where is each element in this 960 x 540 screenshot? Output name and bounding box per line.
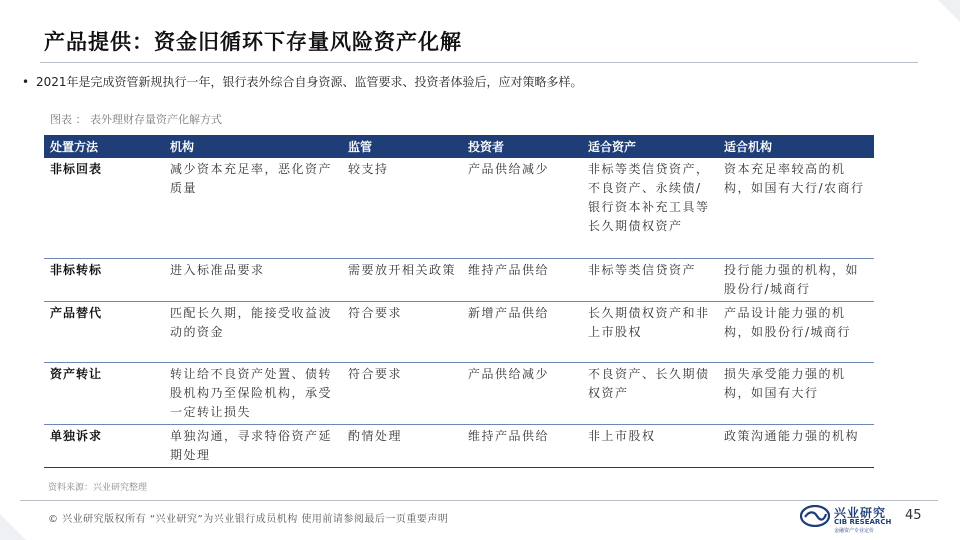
logo-cn-text: 兴业研究 — [834, 506, 887, 520]
footer-divider — [20, 500, 938, 501]
table-cell: 产品替代 — [44, 302, 164, 363]
table-cell: 匹配长久期，能接受收益波动的资金 — [164, 302, 342, 363]
page-title: 产品提供：资金旧循环下存量风险资产化解 — [44, 30, 462, 54]
table-cell: 较支持 — [342, 158, 462, 259]
table-cell: 非标回表 — [44, 158, 164, 259]
table-cell: 非标等类信贷资产 — [582, 259, 718, 302]
bullet-dot-icon: • — [22, 75, 30, 89]
table-row — [44, 158, 874, 259]
source-note: 资料来源：兴业研究整理 — [48, 483, 148, 493]
cib-logo-icon — [800, 505, 830, 527]
table-cell: 维持产品供给 — [462, 425, 582, 468]
table-row — [44, 425, 874, 468]
table-cell: 损失承受能力强的机构，如国有大行 — [718, 363, 874, 425]
table-cell: 不良资产、长久期债权资产 — [582, 363, 718, 425]
table-row — [44, 259, 874, 302]
table-cell: 投行能力强的机构，如股份行/城商行 — [718, 259, 874, 302]
table-cell: 资产转让 — [44, 363, 164, 425]
header-cell: 处置方法 — [44, 135, 164, 158]
logo-en-text: CIB RESEARCH — [834, 518, 892, 526]
bullet-point — [22, 73, 583, 90]
table-cell: 新增产品供给 — [462, 302, 582, 363]
table-cell: 产品设计能力强的机构，如股份行/城商行 — [718, 302, 874, 363]
header-cell: 适合机构 — [718, 135, 874, 158]
table-cell: 减少资本充足率，恶化资产质量 — [164, 158, 342, 259]
header-cell: 机构 — [164, 135, 342, 158]
footer-disclaimer: © 兴业研究版权所有 “兴业研究”为兴业银行成员机构 使用前请参阅最后一页重要声明 — [48, 514, 449, 525]
page-number: 45 — [905, 508, 922, 523]
table-cell: 单独诉求 — [44, 425, 164, 468]
table-cell: 进入标准品要求 — [164, 259, 342, 302]
table-cell: 转让给不良资产处置、债转股机构乃至保险机构，承受一定转让损失 — [164, 363, 342, 425]
table-cell: 符合要求 — [342, 363, 462, 425]
header-cell: 投资者 — [462, 135, 582, 158]
table-caption: 图表 ： 表外理财存量资产化解方式 — [50, 113, 222, 126]
corner-decoration-top-right — [938, 0, 960, 22]
header-cell: 适合资产 — [582, 135, 718, 158]
table-cell: 单独沟通，寻求特俗资产延期处理 — [164, 425, 342, 468]
table-cell: 资本充足率较高的机构，如国有大行/农商行 — [718, 158, 874, 259]
disposal-methods-table — [44, 135, 874, 468]
logo-sub-text: 金融资产专业定价 — [834, 528, 875, 534]
table-cell: 产品供给减少 — [462, 158, 582, 259]
table-cell: 需要放开相关政策 — [342, 259, 462, 302]
table-row — [44, 363, 874, 425]
table-header-row — [44, 135, 874, 158]
header-cell: 监管 — [342, 135, 462, 158]
table-cell: 维持产品供给 — [462, 259, 582, 302]
table-cell: 长久期债权资产和非上市股权 — [582, 302, 718, 363]
table-cell: 政策沟通能力强的机构 — [718, 425, 874, 468]
table-cell: 符合要求 — [342, 302, 462, 363]
table-cell: 酌情处理 — [342, 425, 462, 468]
bullet-text: 2021年是完成资管新规执行一年，银行表外综合自身资源、监管要求、投资者体验后，应对策略多样。 — [36, 75, 583, 89]
table-cell: 非上市股权 — [582, 425, 718, 468]
table-cell: 非标转标 — [44, 259, 164, 302]
title-divider — [40, 62, 918, 63]
corner-decoration-bottom-left — [0, 514, 26, 540]
table-row — [44, 302, 874, 363]
table-cell: 非标等类信贷资产，不良资产、永续债/银行资本补充工具等长久期债权资产 — [582, 158, 718, 259]
cib-research-logo — [800, 503, 900, 533]
table-cell: 产品供给减少 — [462, 363, 582, 425]
